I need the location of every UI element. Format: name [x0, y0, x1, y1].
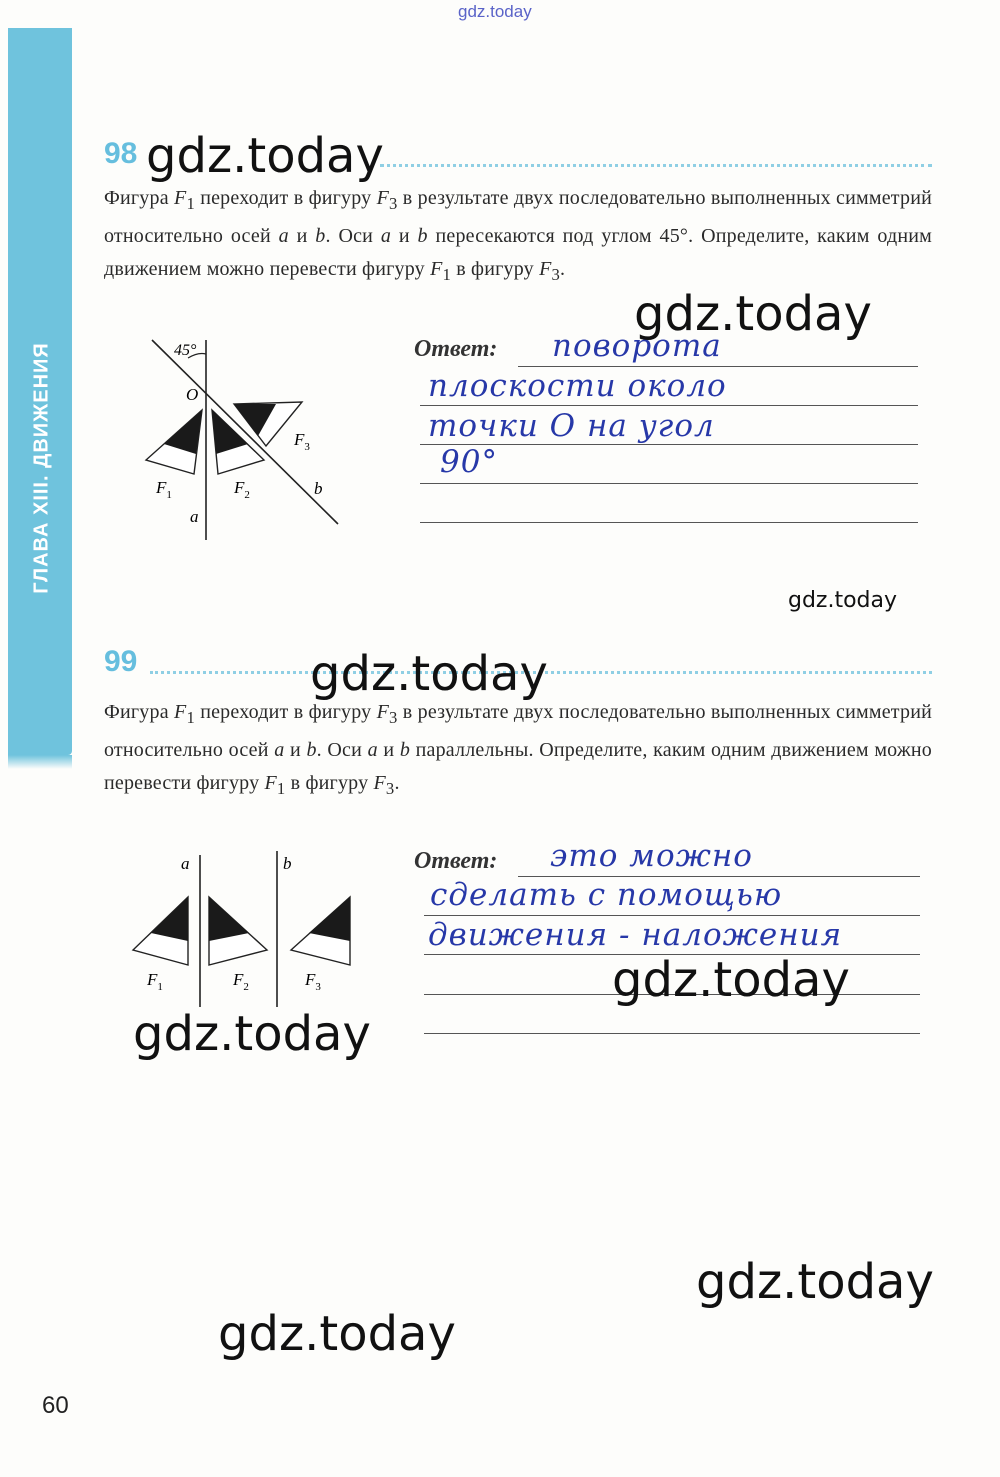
- task-98-answer-line-1: поворота: [552, 328, 722, 364]
- watermark: gdz.today: [310, 646, 548, 702]
- answer-line: [424, 1033, 920, 1034]
- watermark: gdz.today: [634, 286, 872, 342]
- task-98-separator: [380, 164, 932, 167]
- answer-line: [420, 483, 918, 484]
- axis-a-label: a: [181, 854, 190, 873]
- watermark: gdz.today: [612, 952, 850, 1008]
- angle-label: 45°: [174, 342, 197, 359]
- axis-b-label: b: [283, 854, 292, 873]
- task-99-answer-line-1: это можно: [550, 838, 753, 874]
- watermark: gdz.today: [788, 588, 898, 613]
- task-98-number: 98: [104, 137, 138, 170]
- task-99-answer-line-3: движения - наложения: [428, 917, 843, 953]
- f1-label: $F_1$: [147, 970, 163, 993]
- task-98-answer-label: Ответ:: [414, 336, 498, 362]
- watermark: gdz.today: [133, 1006, 371, 1062]
- task-98-figure: [130, 328, 360, 543]
- answer-line: [420, 522, 918, 523]
- chapter-title: ГЛАВА XIII. ДВИЖЕНИЯ: [30, 342, 53, 594]
- answer-line: [518, 366, 918, 367]
- task-98-answer-line-2: плоскости около: [428, 368, 727, 404]
- axis-b-label: b: [314, 479, 323, 498]
- chapter-sidebar: [8, 28, 72, 755]
- page-number: 60: [42, 1392, 69, 1419]
- f3-label: $F_3$: [294, 430, 310, 453]
- task-98-answer-line-3: точки O на угол: [428, 408, 715, 444]
- task-98-answer-line-4: 90°: [440, 444, 498, 480]
- top-watermark: gdz.today: [458, 2, 532, 21]
- answer-line: [424, 915, 920, 916]
- f1-label: $F_1$: [156, 478, 172, 501]
- f2-label: $F_2$: [234, 478, 250, 501]
- watermark: gdz.today: [696, 1254, 934, 1310]
- task-99-figure: [125, 845, 365, 1010]
- task-99-answer-line-2: сделать с помощью: [430, 877, 783, 913]
- task-99-number: 99: [104, 645, 138, 678]
- f2-label: $F_2$: [233, 970, 249, 993]
- task-99-text: Фигура $F_1$ переходит в фигуру $F_3$ в результате двух последовательно выполненных симметрий относительно осей a и b. Оси a и b параллельны. Определите, каким одним движением можно перевести фигуру $F_1$ в фигуру $F_3$.: [104, 701, 933, 798]
- f3-label: $F_3$: [305, 970, 321, 993]
- watermark: gdz.today: [146, 128, 384, 184]
- watermark: gdz.today: [218, 1306, 456, 1362]
- task-98-text: Фигура $F_1$ переходит в фигуру $F_3$ в результате двух последовательно выполненных симметрий относительно осей a и b. Оси a и b пересекаются под углом 45°. Определите, каким одним движением можно перевести фигуру $F_1$ в фигуру $F_3$.: [104, 187, 932, 284]
- point-o-label: O: [186, 385, 199, 404]
- axis-a-label: a: [190, 507, 199, 526]
- answer-line: [420, 405, 918, 406]
- task-99-answer-label: Ответ:: [414, 848, 498, 874]
